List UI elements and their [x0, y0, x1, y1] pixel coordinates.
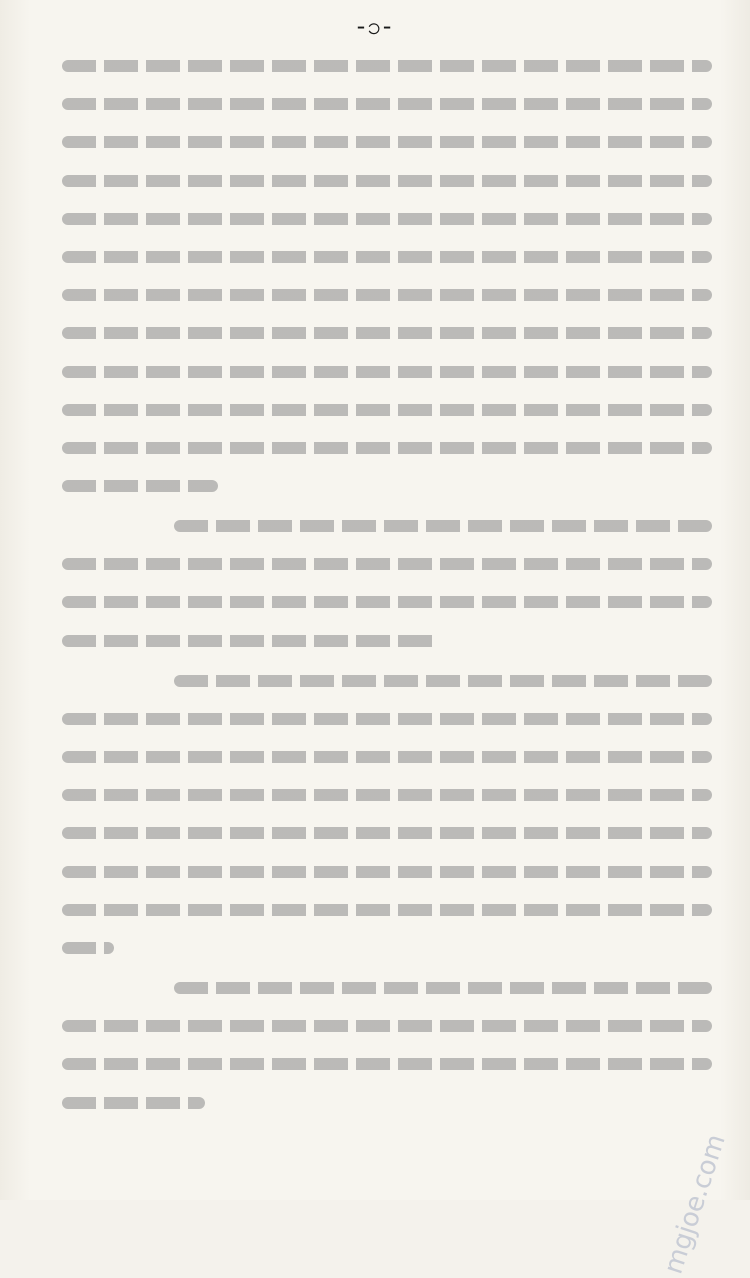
- text-line: [62, 856, 712, 888]
- text-line: [62, 317, 712, 349]
- text-line: [62, 510, 712, 542]
- text-line: [62, 203, 712, 235]
- text-line: [62, 665, 712, 697]
- text-line: [62, 972, 712, 1004]
- body-text: [62, 50, 712, 1125]
- text-line: [62, 432, 712, 464]
- text-line: [62, 894, 712, 926]
- text-line: [62, 470, 712, 502]
- text-line: [62, 741, 712, 773]
- text-line: [62, 1048, 712, 1080]
- text-line: [62, 703, 712, 735]
- watermark: mgjoe.com: [658, 1130, 732, 1278]
- text-line: [62, 932, 712, 964]
- text-line: [62, 817, 712, 849]
- text-line: [62, 165, 712, 197]
- text-line: [62, 1010, 712, 1042]
- text-line: [62, 394, 712, 426]
- text-line: [62, 241, 712, 273]
- text-line: [62, 586, 712, 618]
- text-line: [62, 625, 712, 657]
- text-line: [62, 88, 712, 120]
- text-line: [62, 279, 712, 311]
- text-line: [62, 779, 712, 811]
- text-line: [62, 548, 712, 580]
- text-line: [62, 126, 712, 158]
- text-line: [62, 356, 712, 388]
- page-number: -၁-: [356, 12, 394, 40]
- text-line: [62, 50, 712, 82]
- text-line: [62, 1087, 712, 1119]
